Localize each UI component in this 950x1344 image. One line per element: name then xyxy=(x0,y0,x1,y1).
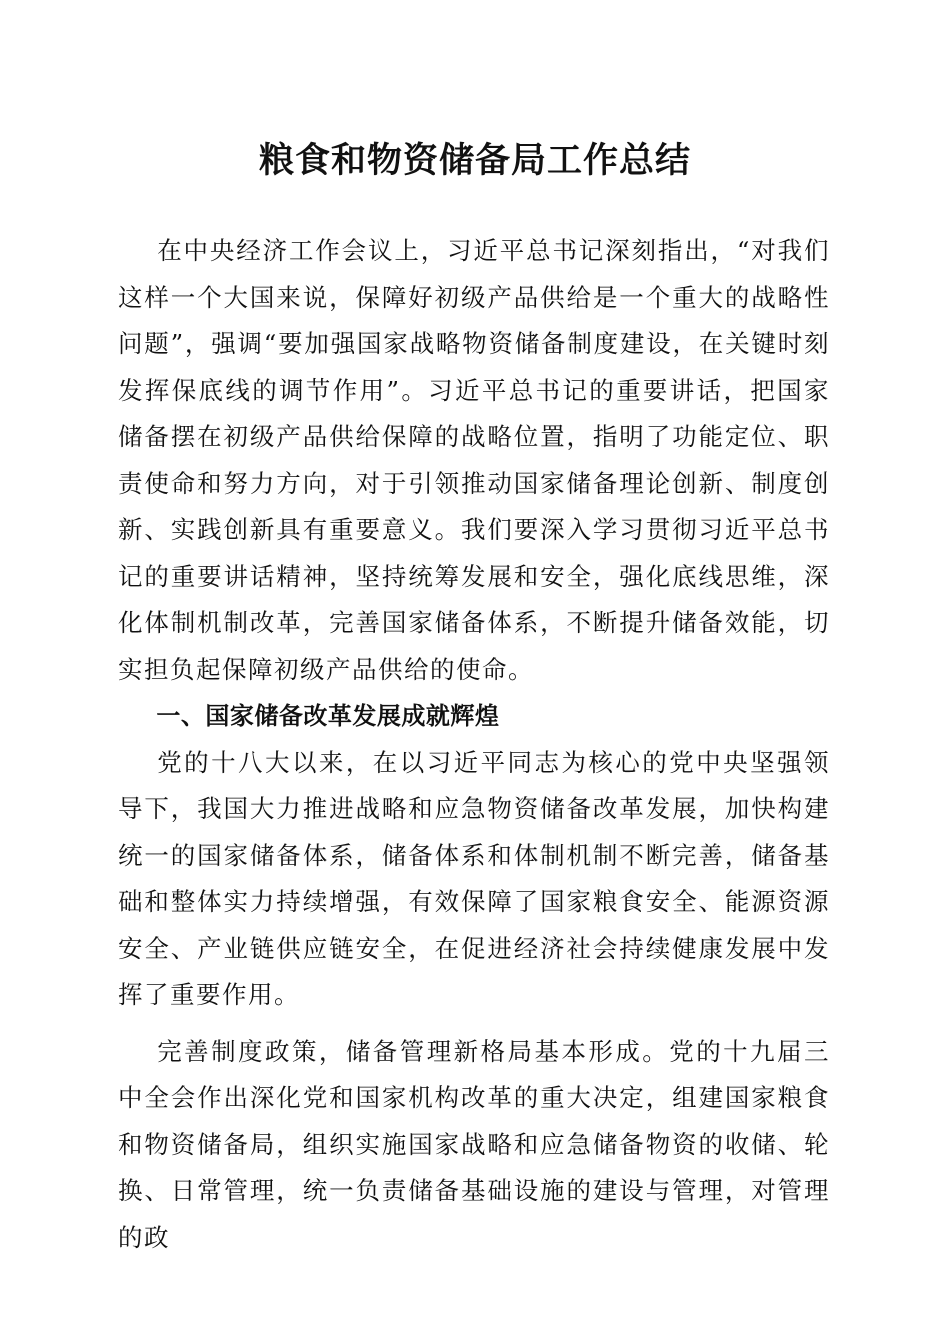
document-body xyxy=(118,228,830,1261)
section-paragraph-1: 党的十八大以来，在以习近平同志为核心的党中央坚强领导下，我国大力推进战略和应急物资储备改革发展，加快构建统一的国家储备体系，储备体系和体制机制不断完善，储备基础和整体实力持续增强，有效保障了国家粮食安全、能源资源安全、产业链供应链安全，在促进经济社会持续健康发展中发挥了重要作用。 xyxy=(118,747,830,1009)
section-heading: 一、国家储备改革发展成就辉煌 xyxy=(156,702,500,730)
section-paragraph-2: 完善制度政策，储备管理新格局基本形成。党的十九届三中全会作出深化党和国家机构改革的重大决定，组建国家粮食和物资储备局，组织实施国家战略和应急储备物资的收储、轮换、日常管理，统一负责储备基础设施的建设与管理，对管理的政 xyxy=(118,1036,830,1252)
document-title: 粮食和物资储备局工作总结 xyxy=(258,141,691,181)
intro-paragraph: 在中央经济工作会议上，习近平总书记深刻指出，“对我们这样一个大国来说，保障好初级产品供给是一个重大的战略性问题”，强调“要加强国家战略物资储备制度建设，在关键时刻发挥保底线的调节作用”。习近平总书记的重要讲话，把国家储备摆在初级产品供给保障的战略位置，指明了功能定位、职责使命和努力方向，对于引领推动国家储备理论创新、制度创新、实践创新具有重要意义。我们要深入学习贯彻习近平总书记的重要讲话精神，坚持统筹发展和安全，强化底线思维，深化体制机制改革，完善国家储备体系，不断提升储备效能，切实担负起保障初级产品供给的使命。 xyxy=(118,236,830,684)
